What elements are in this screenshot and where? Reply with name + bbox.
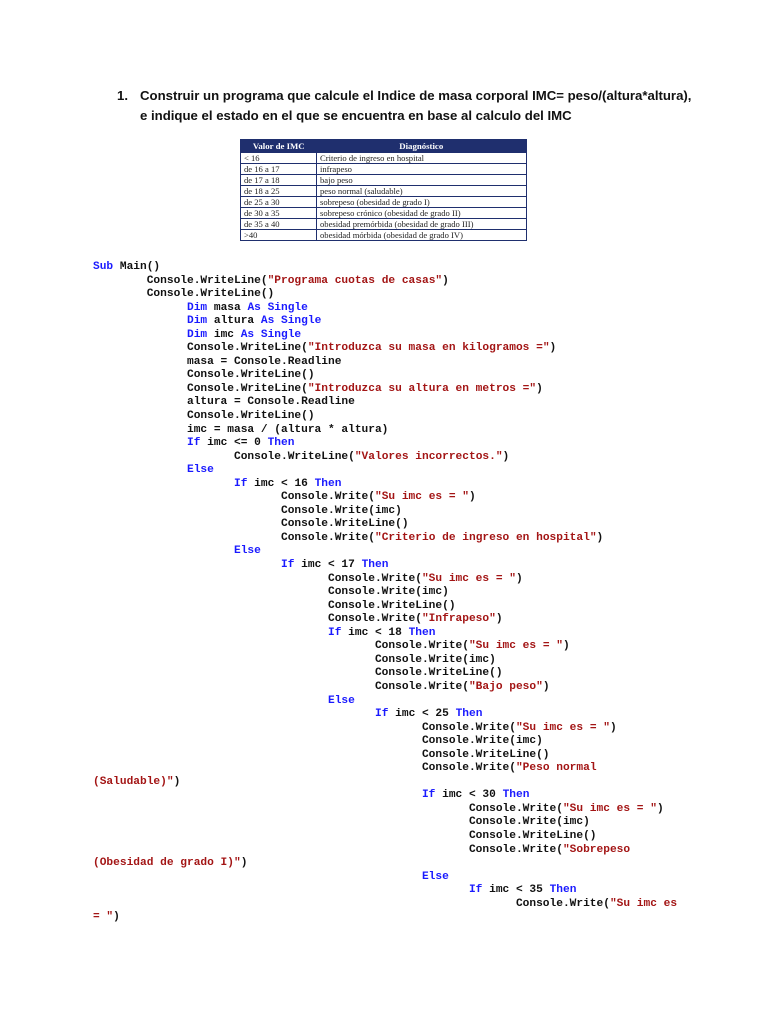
code-line: [93, 762, 597, 774]
code-line: [93, 464, 214, 476]
code-text: [93, 478, 234, 490]
code-string: "Su imc es = ": [421, 572, 516, 585]
code-line: [93, 627, 435, 639]
code-string: "Su imc es = ": [562, 802, 657, 815]
code-line: [93, 396, 355, 408]
code-line: [93, 613, 503, 625]
code-line: [93, 437, 294, 449]
code-keyword: Else: [234, 545, 261, 558]
code-keyword: Dim: [187, 315, 214, 328]
code-text: Console.WriteLine(): [93, 288, 275, 301]
code-line: [93, 667, 503, 679]
code-line: [93, 545, 261, 557]
code-listing: [93, 261, 677, 925]
code-keyword: Else: [327, 694, 355, 707]
code-keyword: Sub: [93, 261, 120, 273]
code-line: [93, 708, 482, 720]
code-line: [93, 871, 449, 883]
code-line: [93, 816, 590, 828]
code-keyword: As Single: [240, 328, 302, 341]
code-text: Console.WriteLine(): [93, 667, 503, 680]
code-line: [93, 857, 247, 869]
code-line: [93, 410, 315, 422]
table-row: [241, 219, 527, 230]
code-text: ): [562, 640, 570, 653]
code-line: [93, 329, 301, 341]
diagnosis-cell: bajo peso: [317, 175, 527, 186]
code-text: Console.Write(: [93, 802, 563, 815]
code-text: [93, 708, 375, 720]
code-text: [93, 884, 469, 896]
code-text: [93, 315, 187, 327]
code-text: [93, 437, 187, 449]
imc-value-cell: de 35 a 40: [241, 219, 317, 230]
code-string: "Valores incorrectos.": [354, 450, 503, 463]
code-line: [93, 356, 341, 368]
code-text: [93, 559, 281, 571]
code-line: [93, 315, 321, 327]
code-text: Console.WriteLine(: [93, 382, 308, 395]
diagnosis-cell: peso normal (saludable): [317, 186, 527, 197]
code-text: Console.WriteLine(): [93, 369, 315, 382]
table-row: [241, 230, 527, 241]
code-text: Console.Write(imc): [93, 504, 402, 517]
code-text: imc <= 0: [207, 437, 268, 450]
code-text: masa: [213, 301, 248, 314]
code-string: "Su imc es = ": [468, 640, 563, 653]
code-string: "Su imc es = ": [374, 491, 469, 504]
code-text: [93, 789, 422, 801]
code-keyword: If: [374, 708, 396, 721]
code-string: "Peso normal: [515, 762, 597, 775]
code-text: ): [609, 721, 617, 734]
diagnosis-cell: infrapeso: [317, 164, 527, 175]
imc-diagnosis-table: [240, 139, 527, 241]
code-keyword: Then: [549, 884, 577, 897]
imc-value-cell: de 25 a 30: [241, 197, 317, 208]
code-keyword: Then: [314, 477, 342, 490]
imc-value-cell: de 18 a 25: [241, 186, 317, 197]
code-line: [93, 681, 550, 693]
code-text: [93, 627, 328, 639]
imc-value-cell: de 17 a 18: [241, 175, 317, 186]
diagnosis-cell: sobrepeso (obesidad de grado I): [317, 197, 527, 208]
code-string: "Bajo peso": [468, 680, 543, 693]
imc-value-cell: < 16: [241, 153, 317, 164]
code-text: ): [596, 531, 604, 544]
code-keyword: If: [327, 626, 349, 639]
code-text: imc: [213, 328, 241, 341]
diagnosis-cell: Criterio de ingreso en hospital: [317, 153, 527, 164]
code-text: ): [536, 382, 543, 395]
exercise-number: 1.: [117, 88, 128, 103]
code-line: [93, 735, 543, 747]
code-line: [93, 789, 529, 801]
code-line: [93, 383, 543, 395]
imc-value-cell: de 16 a 17: [241, 164, 317, 175]
code-line: [93, 844, 630, 856]
code-text: imc < 35: [489, 884, 550, 897]
code-line: [93, 518, 409, 530]
exercise-text: Construir un programa que calcule el Indice de masa corporal IMC= peso/(altura*altura), e indique el estado en el que se encuentra en base al calculo del IMC: [140, 88, 692, 123]
code-text: ): [502, 450, 510, 463]
code-keyword: Then: [502, 789, 530, 802]
code-text: Console.WriteLine(): [93, 518, 409, 531]
code-line: [93, 261, 160, 273]
diagnosis-cell: obesidad premórbida (obesidad de grado III): [317, 219, 527, 230]
code-keyword: If: [468, 884, 490, 897]
code-text: ): [656, 802, 664, 815]
code-line: [93, 803, 664, 815]
code-text: imc < 17: [301, 559, 362, 572]
code-text: Console.WriteLine(): [93, 748, 550, 761]
code-text: Console.WriteLine(): [93, 599, 456, 612]
code-keyword: If: [421, 789, 443, 802]
table-row: [241, 153, 527, 164]
table-header-diagnosis: Diagnóstico: [317, 140, 527, 153]
code-line: [93, 369, 315, 381]
code-keyword: If: [280, 559, 302, 572]
code-line: [93, 695, 355, 707]
code-line: [93, 722, 617, 734]
code-line: [93, 600, 456, 612]
code-text: Console.Write(imc): [93, 586, 449, 599]
code-line: [93, 884, 576, 896]
code-line: [93, 654, 496, 666]
code-text: ): [113, 911, 120, 924]
code-text: ): [542, 680, 550, 693]
table-header-imc-value: Valor de IMC: [241, 140, 317, 153]
code-line: [93, 302, 308, 314]
code-string: "Introduzca su masa en kilogramos =": [307, 342, 550, 355]
code-keyword: Then: [455, 708, 483, 721]
code-keyword: Then: [361, 559, 389, 572]
code-text: imc = masa / (altura * altura): [93, 423, 389, 436]
code-line: [93, 898, 677, 910]
table-row: [241, 175, 527, 186]
code-text: Console.WriteLine(: [93, 450, 355, 463]
code-line: [93, 532, 603, 544]
code-string: (Saludable)": [93, 775, 174, 788]
code-text: [93, 329, 187, 341]
code-string: "Su imc es: [609, 897, 678, 910]
code-text: masa = Console.Readline: [93, 355, 342, 368]
code-text: Console.Write(: [93, 762, 516, 775]
code-text: Console.Write(: [93, 531, 375, 544]
code-line: [93, 559, 388, 571]
code-line: [93, 478, 341, 490]
code-line: [93, 749, 550, 761]
code-text: Console.Write(imc): [93, 735, 543, 748]
code-line: [93, 491, 476, 503]
code-text: ): [442, 274, 449, 287]
code-keyword: Dim: [187, 328, 214, 341]
code-string: "Introduzca su altura en metros =": [307, 382, 537, 395]
code-text: ): [240, 857, 248, 870]
code-text: Console.Write(imc): [93, 816, 590, 829]
code-text: Console.Write(: [93, 680, 469, 693]
imc-value-cell: >40: [241, 230, 317, 241]
code-text: ): [515, 572, 523, 585]
code-string: = ": [93, 911, 114, 924]
code-text: imc < 16: [254, 477, 315, 490]
code-text: ): [468, 491, 476, 504]
code-text: ): [495, 613, 503, 626]
table-header-row: [241, 140, 527, 153]
code-text: ): [549, 342, 557, 355]
table-body: [241, 153, 527, 241]
table-row: [241, 186, 527, 197]
table-row: [241, 208, 527, 219]
code-line: [93, 911, 120, 923]
code-line: [93, 586, 449, 598]
code-line: [93, 573, 523, 585]
code-line: [93, 640, 570, 652]
code-text: Console.Write(: [93, 843, 563, 856]
code-keyword: If: [234, 477, 255, 490]
code-text: Console.Write(: [93, 613, 422, 626]
code-text: [93, 871, 422, 883]
code-string: "Programa cuotas de casas": [267, 274, 443, 287]
code-text: [93, 545, 234, 557]
code-string: "Su imc es = ": [515, 721, 610, 734]
table-row: [241, 197, 527, 208]
code-text: [93, 695, 328, 707]
code-line: [93, 342, 556, 354]
code-text: Console.WriteLine(: [93, 274, 268, 287]
code-text: Console.Write(: [93, 897, 610, 910]
code-line: [93, 288, 274, 300]
code-line: [93, 830, 597, 842]
code-text: altura: [213, 315, 261, 328]
code-keyword: Else: [421, 870, 449, 883]
code-text: Console.WriteLine(: [93, 342, 308, 355]
code-text: imc < 30: [442, 789, 503, 802]
code-text: Main(): [119, 261, 161, 273]
code-text: Console.WriteLine(): [93, 410, 315, 423]
code-line: [93, 451, 509, 463]
code-string: "Sobrepeso: [562, 843, 631, 856]
code-keyword: Dim: [187, 301, 214, 314]
code-text: Console.Write(imc): [93, 653, 496, 666]
diagnosis-cell: sobrepeso crónico (obesidad de grado II): [317, 208, 527, 219]
imc-value-cell: de 30 a 35: [241, 208, 317, 219]
code-keyword: As Single: [247, 301, 308, 314]
code-line: [93, 424, 388, 436]
table-row: [241, 164, 527, 175]
code-text: Console.Write(: [93, 491, 375, 504]
code-text: altura = Console.Readline: [93, 396, 355, 409]
code-text: [93, 302, 187, 314]
code-text: ): [173, 775, 181, 788]
code-string: "Criterio de ingreso en hospital": [374, 531, 597, 544]
code-text: Console.Write(: [93, 721, 516, 734]
code-line: [93, 275, 449, 287]
code-string: "Infrapeso": [421, 613, 496, 626]
code-string: (Obesidad de grado I)": [93, 857, 241, 870]
code-keyword: Then: [267, 437, 295, 450]
code-line: [93, 776, 180, 788]
code-keyword: As Single: [260, 315, 322, 328]
diagnosis-cell: obesidad mórbida (obesidad de grado IV): [317, 230, 527, 241]
code-text: imc < 18: [348, 626, 409, 639]
code-keyword: If: [187, 437, 208, 450]
code-text: Console.Write(: [93, 640, 469, 653]
code-text: Console.WriteLine(): [93, 829, 597, 842]
code-text: imc < 25: [395, 708, 456, 721]
code-line: [93, 505, 402, 517]
code-keyword: Else: [187, 464, 214, 477]
code-text: [93, 464, 187, 476]
code-keyword: Then: [408, 626, 436, 639]
code-text: Console.Write(: [93, 572, 422, 585]
